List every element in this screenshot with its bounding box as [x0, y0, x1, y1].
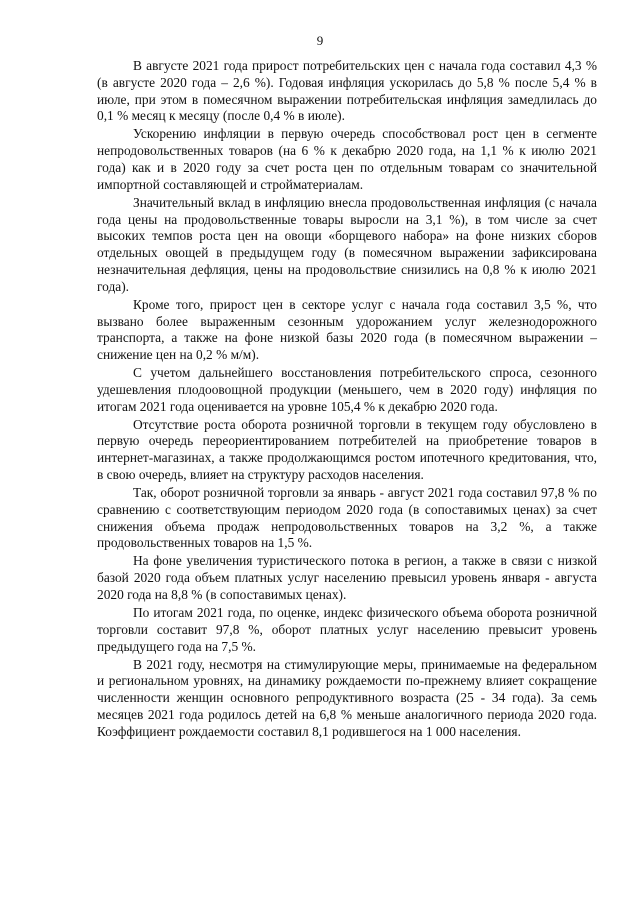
page-number: 9	[316, 33, 324, 48]
paragraph-services-prices: Кроме того, прирост цен в секторе услуг с начала года составил 3,5 %, что вызвано более выраженным сезонным удорожанием услуг железнодорожного транспорта, а также на фоне низкой базы 2020 года (в помесячном выражении – снижение цен на 0,2 % м/м).	[97, 296, 597, 363]
paragraph-retail-turnover: Так, оборот розничной торговли за январь - август 2021 года составил 97,8 % по сравнению с соответствующим периодом 2020 года (в сопоставимых ценах) за счет снижения объема продаж непродовольственных товаров на 3,2 %, а также продовольственных товаров на 1,5 %.	[97, 485, 597, 551]
paragraph-inflation-august: В августе 2021 года прирост потребительских цен с начала года составил 4,3 % (в августе 2020 года – 2,6 %). Годовая инфляция ускорилась до 5,8 % после 5,4 % в июле, при этом в помесячном выражении потребительская инфляция замедлилась до 0,1 % месяц к месяцу (после 0,4 % в июле).	[97, 58, 597, 124]
paragraph-nonfood-prices: Ускорению инфляции в первую очередь способствовал рост цен в сегменте непродовольственных товаров (на 6 % к декабрю 2020 года, на 1,1 % к июлю 2021 года) как и в 2020 году за счет роста цен по отдельным товарам со значительной импортной составляющей и стройматериалам.	[97, 126, 597, 192]
paragraph-inflation-forecast: С учетом дальнейшего восстановления потребительского спроса, сезонного удешевления плодоовощной продукции (меньшего, чем в 2020 году) инфляция по итогам 2021 года оценивается на уровне 105,4 % к декабрю 2020 года.	[97, 365, 597, 414]
paragraph-birth-rate: В 2021 году, несмотря на стимулирующие меры, принимаемые на федеральном и региональном уровнях, на динамику рождаемости по-прежнему влияет сокращение численности женщин основного репродуктивного возраста (25 - 34 года). За семь месяцев 2021 года родилось детей на 6,8 % меньше аналогичного периода 2020 года. Коэффициент рождаемости составил 8,1 родившегося на 1 000 населения.	[97, 656, 597, 739]
document-body	[97, 58, 597, 742]
paragraph-retail-stagnation: Отсутствие роста оборота розничной торговли в текущем году обусловлено в первую очередь переориентированием потребителей на приобретение товаров в интернет-магазинах, а также продолжающимся ростом ипотечного кредитования, что, в свою очередь, влияет на структуру расходов населения.	[97, 416, 597, 483]
paragraph-annual-estimate: По итогам 2021 года, по оценке, индекс физического объема оборота розничной торговли составит 97,8 %, оборот платных услуг населению превысит уровень предыдущего года на 7,5 %.	[97, 605, 597, 654]
paragraph-paid-services: На фоне увеличения туристического потока в регион, а также в связи с низкой базой 2020 года объем платных услуг населению превысил уровень января - августа 2020 года на 8,8 % (в сопоставимых ценах).	[97, 553, 597, 603]
paragraph-food-inflation: Значительный вклад в инфляцию внесла продовольственная инфляция (с начала года цены на продовольственные товары выросли на 3,1 %), в том числе за счет высоких темпов роста цен на овощи «борщевого набора» на фоне низких сборов отдельных овощей в предыдущем году (в помесячном выражении зафиксирована незначительная дефляция, цены на продовольствие снизились на 0,8 % к июлю 2021 года).	[97, 194, 597, 294]
